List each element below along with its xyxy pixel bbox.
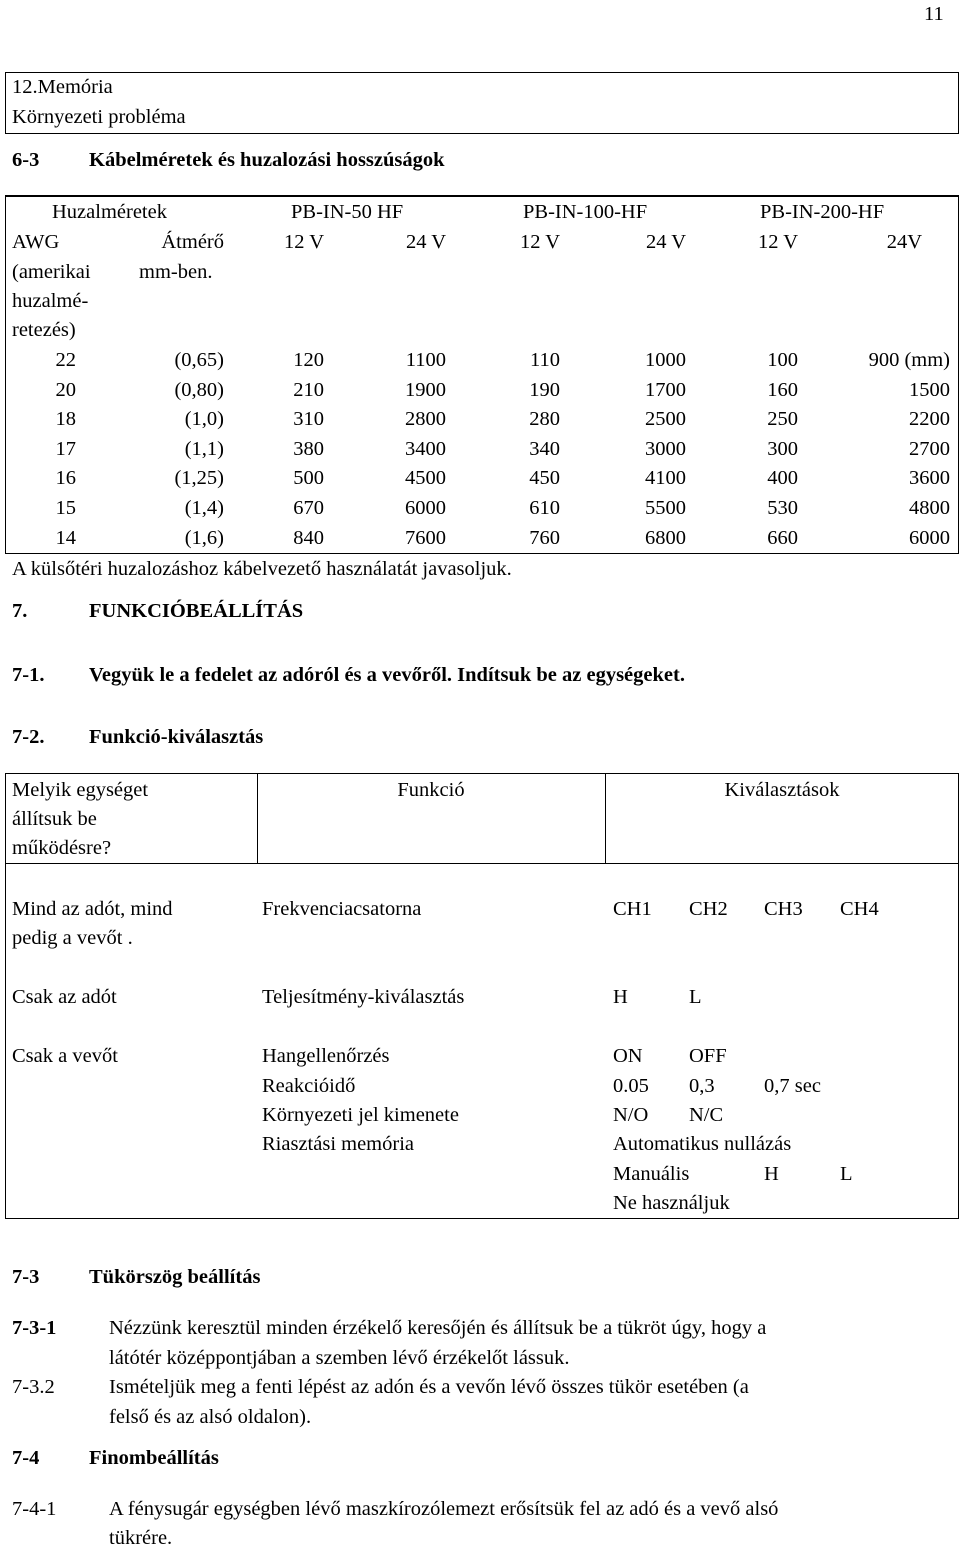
- header-v12a: 12 V: [283, 231, 324, 253]
- header-awg: AWG: [12, 231, 60, 253]
- row1-opt-ch3: CH3: [764, 898, 803, 920]
- cable-cell-awg: 16: [55, 467, 76, 489]
- cable-cell-pb50-12v: 500: [293, 467, 324, 489]
- row1-unit-line1: Mind az adót, mind: [12, 898, 173, 920]
- cable-cell-diameter: (1,25): [174, 467, 224, 489]
- header-v12c: 12 V: [757, 231, 798, 253]
- row3-opt-t2: 0,3: [689, 1075, 715, 1097]
- step-7-3-1-number: 7-3-1: [12, 1317, 57, 1339]
- row1-opt-ch1: CH1: [613, 898, 652, 920]
- row3-opt-not-used: Ne használjuk: [613, 1192, 730, 1214]
- function-table-header-divider: [5, 863, 959, 864]
- cable-cell-pb50-24v: 7600: [405, 527, 446, 549]
- section-6-3-number: 6-3: [12, 149, 40, 171]
- cable-cell-pb50-24v: 2800: [405, 408, 446, 430]
- memory-title: 12.Memória: [12, 76, 113, 98]
- head-function: Funkció: [397, 779, 465, 801]
- cable-cell-pb200-12v: 400: [767, 467, 798, 489]
- header-awg-note2: huzalmé-: [12, 290, 89, 312]
- cable-cell-awg: 18: [55, 408, 76, 430]
- cable-cell-pb200-24v: 1500: [909, 379, 950, 401]
- cable-cell-pb200-12v: 100: [767, 349, 798, 371]
- row2-function: Teljesítmény-kiválasztás: [262, 986, 465, 1008]
- row1-opt-ch4: CH4: [840, 898, 879, 920]
- section-7-1-title: Vegyük le a fedelet az adóról és a vevőről. Indítsuk be az egységeket.: [89, 664, 685, 686]
- row3-function-env-output: Környezeti jel kimenete: [262, 1104, 459, 1126]
- cable-cell-pb50-12v: 210: [293, 379, 324, 401]
- step-7-4-1-line2: tükrére.: [109, 1527, 173, 1549]
- cable-cell-diameter: (1,0): [184, 408, 224, 430]
- cable-cell-pb50-12v: 310: [293, 408, 324, 430]
- cable-cell-pb100-24v: 4100: [645, 467, 686, 489]
- row3-opt-t3: 0,7 sec: [764, 1075, 821, 1097]
- function-table-frame: [5, 773, 959, 1219]
- row2-opt-h: H: [613, 986, 628, 1008]
- head-selections: Kiválasztások: [724, 779, 840, 801]
- cable-cell-awg: 14: [55, 527, 76, 549]
- cable-table-header-divider: [5, 195, 959, 196]
- outdoor-note: A külsőtéri huzalozáshoz kábelvezető használatát javasoljuk.: [12, 558, 512, 580]
- cable-cell-diameter: (1,6): [184, 527, 224, 549]
- row3-opt-t1: 0.05: [613, 1075, 649, 1097]
- cable-cell-pb200-12v: 660: [767, 527, 798, 549]
- row3-opt-manual-h: H: [764, 1163, 779, 1185]
- row3-function-sound-check: Hangellenőrzés: [262, 1045, 390, 1067]
- header-v24a: 24 V: [405, 231, 446, 253]
- memory-subtitle: Környezeti probléma: [12, 106, 186, 128]
- head-unit-line3: működésre?: [12, 837, 112, 859]
- row1-function: Frekvenciacsatorna: [262, 898, 422, 920]
- row2-unit: Csak az adót: [12, 986, 117, 1008]
- row3-function-alarm-memory: Riasztási memória: [262, 1133, 414, 1155]
- cable-cell-awg: 15: [55, 497, 76, 519]
- section-7-3-number: 7-3: [12, 1266, 40, 1288]
- cable-cell-pb200-12v: 250: [767, 408, 798, 430]
- cable-cell-pb100-24v: 3000: [645, 438, 686, 460]
- cable-cell-pb100-12v: 450: [529, 467, 560, 489]
- row3-opt-manual-l: L: [840, 1163, 853, 1185]
- cable-cell-pb200-24v: 2700: [909, 438, 950, 460]
- cable-cell-diameter: (0,80): [174, 379, 224, 401]
- cable-cell-pb50-24v: 1900: [405, 379, 446, 401]
- step-7-3-2-number: 7-3.2: [12, 1376, 55, 1398]
- cable-cell-pb100-24v: 1000: [645, 349, 686, 371]
- cable-cell-pb50-12v: 670: [293, 497, 324, 519]
- header-v12b: 12 V: [519, 231, 560, 253]
- header-model2: PB-IN-100-HF: [523, 201, 648, 223]
- cable-cell-pb200-24v: 900 (mm): [868, 349, 950, 371]
- step-7-3-2-line1: Ismételjük meg a fenti lépést az adón és a vevőn lévő összes tükör esetében (a: [109, 1376, 749, 1398]
- cable-cell-diameter: (1,1): [184, 438, 224, 460]
- row3-function-response-time: Reakcióidő: [262, 1075, 356, 1097]
- cable-cell-pb50-24v: 1100: [405, 349, 446, 371]
- section-7-1-number: 7-1.: [12, 664, 45, 686]
- section-7-4-number: 7-4: [12, 1447, 40, 1469]
- cable-cell-pb100-12v: 190: [529, 379, 560, 401]
- step-7-3-1-line1: Nézzünk keresztül minden érzékelő keresőjén és állítsuk be a tükröt úgy, hogy a: [109, 1317, 767, 1339]
- cable-cell-diameter: (0,65): [174, 349, 224, 371]
- cable-cell-pb100-12v: 760: [529, 527, 560, 549]
- cable-cell-pb100-12v: 610: [529, 497, 560, 519]
- cable-cell-awg: 17: [55, 438, 76, 460]
- head-unit-line2: állítsuk be: [12, 808, 97, 830]
- header-atmero-note: mm-ben.: [139, 261, 213, 283]
- section-7-title: FUNKCIÓBEÁLLÍTÁS: [89, 600, 304, 622]
- header-v24b: 24 V: [645, 231, 686, 253]
- cable-cell-pb50-12v: 840: [293, 527, 324, 549]
- header-huzalmeretek: Huzalméretek: [52, 201, 167, 223]
- row3-opt-on: ON: [613, 1045, 643, 1067]
- cable-cell-pb100-12v: 280: [529, 408, 560, 430]
- cable-cell-pb200-24v: 6000: [909, 527, 950, 549]
- cable-cell-pb200-12v: 160: [767, 379, 798, 401]
- header-model1: PB-IN-50 HF: [291, 201, 404, 223]
- row2-opt-l: L: [689, 986, 702, 1008]
- step-7-4-1-number: 7-4-1: [12, 1498, 57, 1520]
- section-6-3-title: Kábelméretek és huzalozási hosszúságok: [89, 149, 445, 171]
- cable-cell-diameter: (1,4): [184, 497, 224, 519]
- row1-opt-ch2: CH2: [689, 898, 728, 920]
- step-7-4-1-line1: A fénysugár egységben lévő maszkírozólemezt erősítsük fel az adó és a vevő alsó: [109, 1498, 779, 1520]
- header-v24c: 24V: [886, 231, 922, 253]
- cable-cell-pb50-12v: 380: [293, 438, 324, 460]
- cable-cell-pb100-24v: 5500: [645, 497, 686, 519]
- section-7-4-title: Finombeállítás: [89, 1447, 219, 1469]
- row3-opt-manual: Manuális: [613, 1163, 690, 1185]
- step-7-3-2-line2: felső és az alsó oldalon).: [109, 1406, 312, 1428]
- cable-cell-pb50-24v: 4500: [405, 467, 446, 489]
- row3-opt-no: N/O: [613, 1104, 649, 1126]
- section-7-number: 7.: [12, 600, 28, 622]
- cable-cell-awg: 22: [55, 349, 76, 371]
- header-model3: PB-IN-200-HF: [760, 201, 885, 223]
- cable-cell-awg: 20: [55, 379, 76, 401]
- header-atmero: Átmérő: [161, 231, 224, 253]
- cable-cell-pb200-12v: 530: [767, 497, 798, 519]
- row3-opt-auto-reset: Automatikus nullázás: [613, 1133, 792, 1155]
- row3-opt-off: OFF: [689, 1045, 727, 1067]
- row1-unit-line2: pedig a vevőt .: [12, 927, 133, 949]
- cable-cell-pb200-24v: 3600: [909, 467, 950, 489]
- cable-cell-pb100-24v: 1700: [645, 379, 686, 401]
- row3-opt-nc: N/C: [689, 1104, 724, 1126]
- cable-cell-pb200-12v: 300: [767, 438, 798, 460]
- cable-cell-pb50-24v: 3400: [405, 438, 446, 460]
- step-7-3-1-line2: látótér középpontjában a szemben lévő érzékelőt lássuk.: [109, 1347, 570, 1369]
- cable-cell-pb100-12v: 340: [529, 438, 560, 460]
- section-7-2-number: 7-2.: [12, 726, 45, 748]
- section-7-2-title: Funkció-kiválasztás: [89, 726, 264, 748]
- header-awg-note1: (amerikai: [12, 261, 91, 283]
- cable-cell-pb50-12v: 120: [293, 349, 324, 371]
- cable-cell-pb100-24v: 2500: [645, 408, 686, 430]
- cable-cell-pb100-12v: 110: [530, 349, 560, 371]
- row3-unit: Csak a vevőt: [12, 1045, 118, 1067]
- cable-cell-pb100-24v: 6800: [645, 527, 686, 549]
- page-number: 11: [924, 3, 944, 25]
- cable-cell-pb50-24v: 6000: [405, 497, 446, 519]
- cable-cell-pb200-24v: 2200: [909, 408, 950, 430]
- section-7-3-title: Tükörszög beállítás: [89, 1266, 261, 1288]
- cable-cell-pb200-24v: 4800: [909, 497, 950, 519]
- header-awg-note3: retezés): [12, 319, 76, 341]
- head-unit-line1: Melyik egységet: [12, 779, 149, 801]
